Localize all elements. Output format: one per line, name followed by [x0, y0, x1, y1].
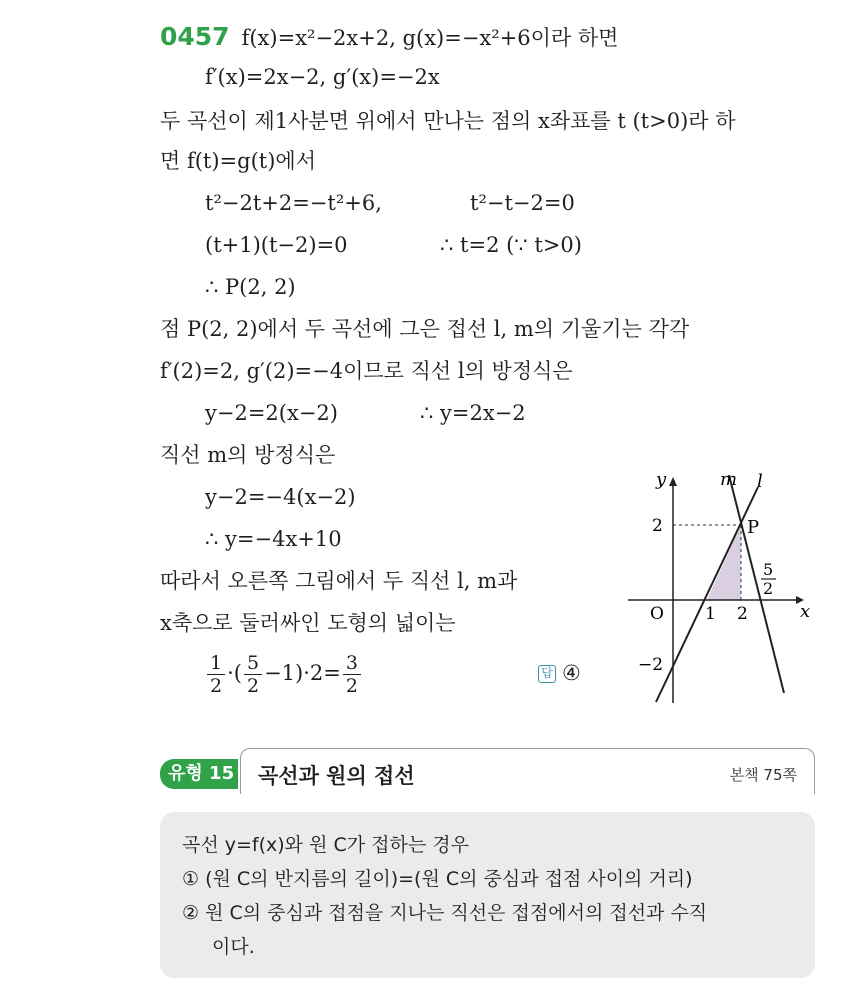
problem-line-10a: y−2=2(x−2) [205, 401, 338, 425]
fraction-five-halves: $\frac{5}{2}$ [244, 652, 262, 697]
problem-line-4: 면 f(t)=g(t)에서 [160, 149, 316, 173]
problem-line-11: 직선 m의 방정식은 [160, 443, 336, 467]
problem-line-5a: t²−2t+2=−t²+6, [205, 191, 382, 215]
problem-line-13: ∴ y=−4x+10 [205, 527, 342, 551]
section-title: 곡선과 원의 접선 [258, 764, 415, 788]
y-axis-arrow [669, 477, 677, 486]
problem-line-2: f′(x)=2x−2, g′(x)=−2x [205, 65, 440, 89]
label-O: O [650, 604, 664, 624]
info-line-2: ① (원 C의 반지름의 길이)=(원 C의 중심과 접점 사이의 거리) [182, 868, 693, 890]
label-P: P [747, 517, 760, 538]
type-badge: 유형 15 [160, 759, 238, 789]
fraction-result: $\frac{3}{2}$ [343, 652, 361, 697]
tick-1: 1 [705, 604, 716, 624]
problem-line-12: y−2=−4(x−2) [205, 485, 356, 509]
area-close: )·2= [295, 661, 341, 685]
fraction-half: $\frac{1}{2}$ [207, 652, 225, 697]
answer-icon: 답 [538, 665, 556, 683]
problem-line-1 [160, 22, 618, 53]
problem-line-14: 따라서 오른쪽 그림에서 두 직선 l, m과 [160, 569, 518, 593]
shaded-triangle [707, 525, 741, 600]
label-x: x [800, 601, 811, 622]
problem-line-15: x축으로 둘러싸인 도형의 넓이는 [160, 611, 456, 635]
line-l [656, 487, 758, 702]
info-line-3: ② 원 C의 중심과 접점을 지나는 직선은 접점에서의 접선과 수직 [182, 902, 708, 924]
frac-label-num: 5 [763, 560, 774, 579]
tangent-lines-graph [620, 465, 820, 715]
label-y: y [656, 469, 667, 490]
problem-line-8: 점 P(2, 2)에서 두 곡선에 그은 접선 l, m의 기울기는 각각 [160, 317, 690, 341]
problem-line-3: 두 곡선이 제1사분면 위에서 만나는 점의 x좌표를 t (t>0)라 하 [160, 109, 736, 133]
problem-number: 0457 [160, 22, 230, 51]
problem-line-6b: ∴ t=2 (∵ t>0) [440, 233, 582, 257]
problem-text-1: f(x)=x²−2x+2, g(x)=−x²+6이라 하면 [241, 26, 619, 50]
tick-neg-2: −2 [638, 655, 664, 675]
problem-line-10b: ∴ y=2x−2 [420, 401, 526, 425]
problem-line-6a: (t+1)(t−2)=0 [205, 233, 348, 257]
section-header [160, 748, 815, 798]
area-open: ·( [227, 661, 242, 685]
problem-line-9: f′(2)=2, g′(2)=−4이므로 직선 l의 방정식은 [160, 359, 573, 383]
label-m: m [720, 469, 738, 490]
section-page-ref: 본책 75쪽 [729, 766, 797, 784]
info-box [160, 812, 815, 978]
tick-2-y: 2 [652, 516, 663, 536]
answer [538, 658, 581, 688]
problem-line-5b: t²−t−2=0 [470, 191, 575, 215]
frac-label-den: 2 [763, 579, 774, 598]
area-expression [205, 648, 363, 698]
area-minus-one: −1 [264, 661, 296, 685]
info-line-1: 곡선 y=f(x)와 원 C가 접하는 경우 [182, 834, 469, 856]
info-line-4: 이다. [212, 936, 255, 958]
problem-line-7: ∴ P(2, 2) [205, 275, 296, 299]
answer-value: ④ [562, 661, 581, 685]
tick-2-x: 2 [737, 604, 748, 624]
label-l: l [757, 471, 763, 492]
